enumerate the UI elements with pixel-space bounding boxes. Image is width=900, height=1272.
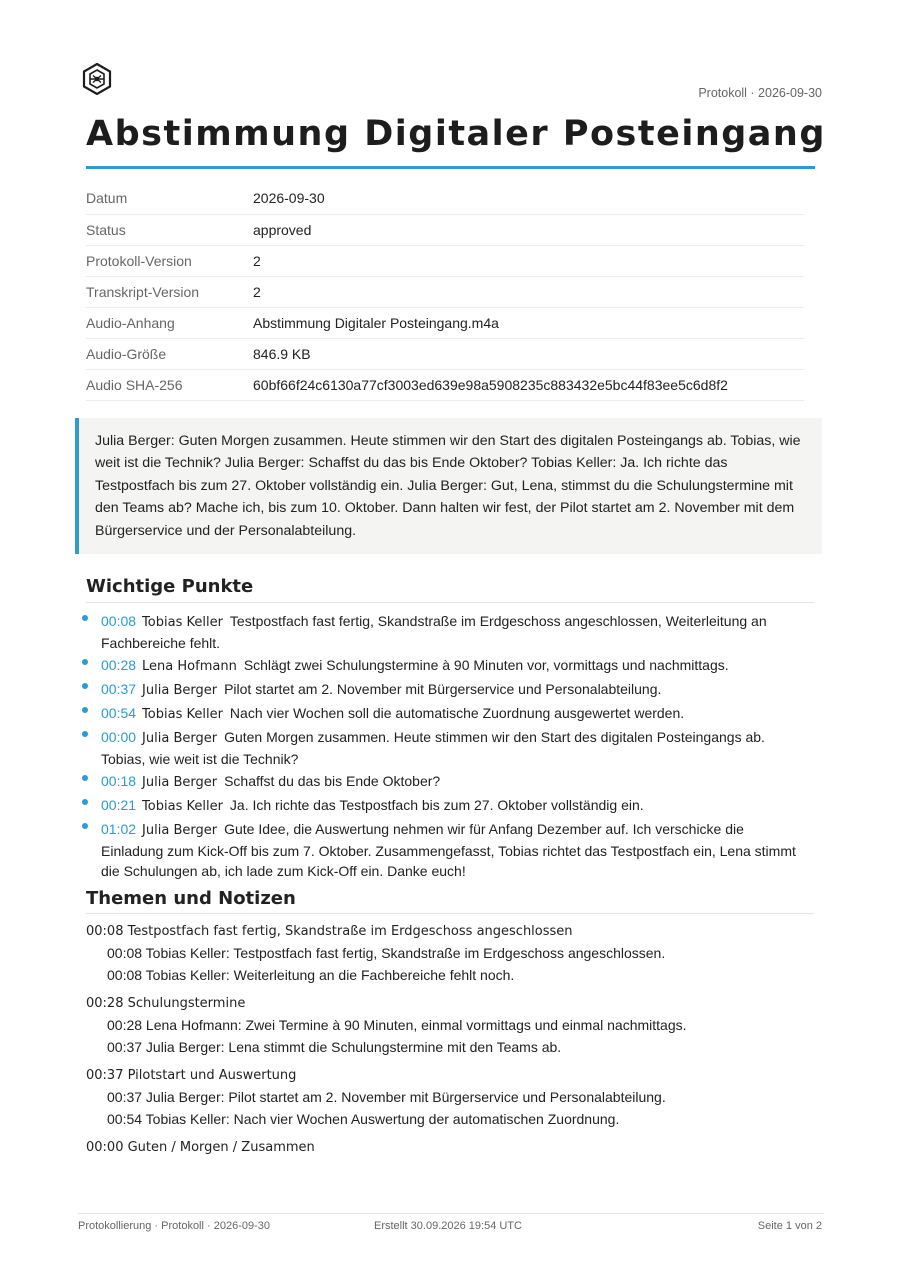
meta-value: 846.9 KB [253, 338, 804, 369]
speaker: Tobias Keller [142, 707, 223, 722]
page-title: Abstimmung Digitaler Posteingang [86, 114, 826, 154]
footer-center: Erstellt 30.09.2026 19:54 UTC [374, 1220, 522, 1232]
topic-group [86, 994, 814, 1058]
list-item [86, 679, 806, 701]
timestamp: 00:00 [101, 729, 137, 745]
hexagon-crest-icon [82, 63, 112, 95]
speaker: Lena Hofmann [142, 659, 237, 674]
meta-value: 2 [253, 276, 804, 307]
point-text: Testpostfach fast fertig, Skandstraße im Erdgeschoss angeschlossen, Weiterleitung an Fachbereiche fehlt. [101, 613, 767, 651]
meta-row-date [86, 183, 804, 214]
topic-title: 00:08 Testpostfach fast fertig, Skandstraße im Erdgeschoss angeschlossen [86, 924, 573, 939]
topic-note: 00:08 Tobias Keller: Testpostfach fast fertig, Skandstraße im Erdgeschoss angeschlossen. [107, 945, 666, 961]
point-text: Guten Morgen zusammen. Heute stimmen wir den Start des digitalen Posteingangs ab. Tobias, wie weit ist die Technik? [101, 729, 765, 767]
topics-list [86, 922, 814, 1166]
meta-key: Audio-Anhang [86, 307, 253, 338]
meta-key: Status [86, 214, 253, 245]
section-divider [86, 913, 814, 914]
topic-note: 00:37 Julia Berger: Lena stimmt die Schulungstermine mit den Teams ab. [107, 1039, 562, 1055]
topic-group [86, 1138, 814, 1158]
speaker: Julia Berger [142, 731, 218, 746]
summary-block: Julia Berger: Guten Morgen zusammen. Heute stimmen wir den Start des digitalen Posteingangs ab. Tobias, wie weit ist die Technik? Julia Berger: Schaffst du das bis Ende Oktober? Tobias Keller: Ja. Ich richte das Testpostfach bis zum 27. Oktober vollständig ein. Julia Berger: Gut, Lena, stimmst du die Schulungstermine mit den Teams ab? Mache ich, bis zum 10. Oktober. Dann halten wir fest, der Pilot startet am 2. November mit dem Bürgerservice und der Personalabteilung. [75, 418, 822, 554]
topic-title: 00:28 Schulungstermine [86, 996, 246, 1011]
point-text: Schaffst du das bis Ende Oktober? [224, 773, 441, 789]
topic-note: 00:54 Tobias Keller: Nach vier Wochen Auswertung der automatischen Zuordnung. [107, 1111, 620, 1127]
timestamp: 00:08 [101, 613, 137, 629]
section-heading-topics: Themen und Notizen [86, 888, 296, 909]
meta-row-audio-attachment [86, 307, 804, 338]
section-divider [86, 602, 814, 603]
topic-group [86, 922, 814, 986]
meta-value: 2 [253, 245, 804, 276]
key-points-list [86, 611, 806, 883]
meta-key: Protokoll-Version [86, 245, 253, 276]
title-underline [86, 166, 815, 169]
footer-divider [78, 1213, 824, 1214]
timestamp: 00:37 [101, 681, 137, 697]
topic-title: 00:00 Guten / Morgen / Zusammen [86, 1140, 315, 1155]
meta-row-transcript-version [86, 276, 804, 307]
meta-value: 60bf66f24c6130a77cf3003ed639e98a5908235c883432e5bc44f83ee5c6d8f2 [253, 369, 804, 400]
list-item [86, 611, 806, 653]
topic-note: 00:28 Lena Hofmann: Zwei Termine à 90 Minuten, einmal vormittags und einmal nachmittags. [107, 1017, 687, 1033]
meta-row-audio-size [86, 338, 804, 369]
point-text: Gute Idee, die Auswertung nehmen wir für Anfang Dezember auf. Ich verschicke die Einladung zum Kick-Off bis zum 7. Oktober. Zusammengefasst, Tobias richtet das Testpostfach ein, Lena stimmt die Schulungen ab, ich lade zum Kick-Off ein. Danke euch! [101, 821, 796, 879]
timestamp: 00:54 [101, 705, 137, 721]
list-item [86, 819, 806, 881]
point-text: Ja. Ich richte das Testpostfach bis zum 27. Oktober vollständig ein. [229, 797, 644, 813]
topic-group [86, 1066, 814, 1130]
meta-row-audio-hash [86, 369, 804, 400]
meta-row-status [86, 214, 804, 245]
timestamp: 00:18 [101, 773, 137, 789]
header-doc-label: Protokoll · 2026-09-30 [698, 86, 822, 100]
list-item [86, 727, 806, 769]
timestamp: 01:02 [101, 821, 137, 837]
metadata-table [86, 183, 804, 401]
meta-key: Audio-Größe [86, 338, 253, 369]
speaker: Julia Berger [142, 823, 218, 838]
list-item [86, 655, 806, 677]
point-text: Pilot startet am 2. November mit Bürgerservice und Personalabteilung. [224, 681, 662, 697]
speaker: Tobias Keller [142, 799, 223, 814]
point-text: Schlägt zwei Schulungstermine à 90 Minuten vor, vormittags und nachmittags. [243, 657, 729, 673]
meta-key: Audio SHA-256 [86, 369, 253, 400]
meta-value: Abstimmung Digitaler Posteingang.m4a [253, 307, 804, 338]
meta-value: approved [253, 214, 804, 245]
list-item [86, 703, 806, 725]
meta-value: 2026-09-30 [253, 183, 804, 214]
list-item [86, 795, 806, 817]
timestamp: 00:21 [101, 797, 137, 813]
page-number: Seite 1 von 2 [757, 1220, 822, 1232]
section-heading-key-points: Wichtige Punkte [86, 576, 254, 597]
meta-key: Transkript-Version [86, 276, 253, 307]
speaker: Julia Berger [142, 683, 218, 698]
meta-row-protocol-version [86, 245, 804, 276]
topic-note: 00:37 Julia Berger: Pilot startet am 2. November mit Bürgerservice und Personalabteilung. [107, 1089, 666, 1105]
speaker: Julia Berger [142, 775, 218, 790]
footer-left: Protokollierung · Protokoll · 2026-09-30 [78, 1220, 270, 1232]
topic-title: 00:37 Pilotstart und Auswertung [86, 1068, 297, 1083]
speaker: Tobias Keller [142, 615, 223, 630]
meta-key: Datum [86, 183, 253, 214]
list-item [86, 771, 806, 793]
point-text: Nach vier Wochen soll die automatische Zuordnung ausgewertet werden. [229, 705, 685, 721]
timestamp: 00:28 [101, 657, 137, 673]
topic-note: 00:08 Tobias Keller: Weiterleitung an die Fachbereiche fehlt noch. [107, 967, 515, 983]
